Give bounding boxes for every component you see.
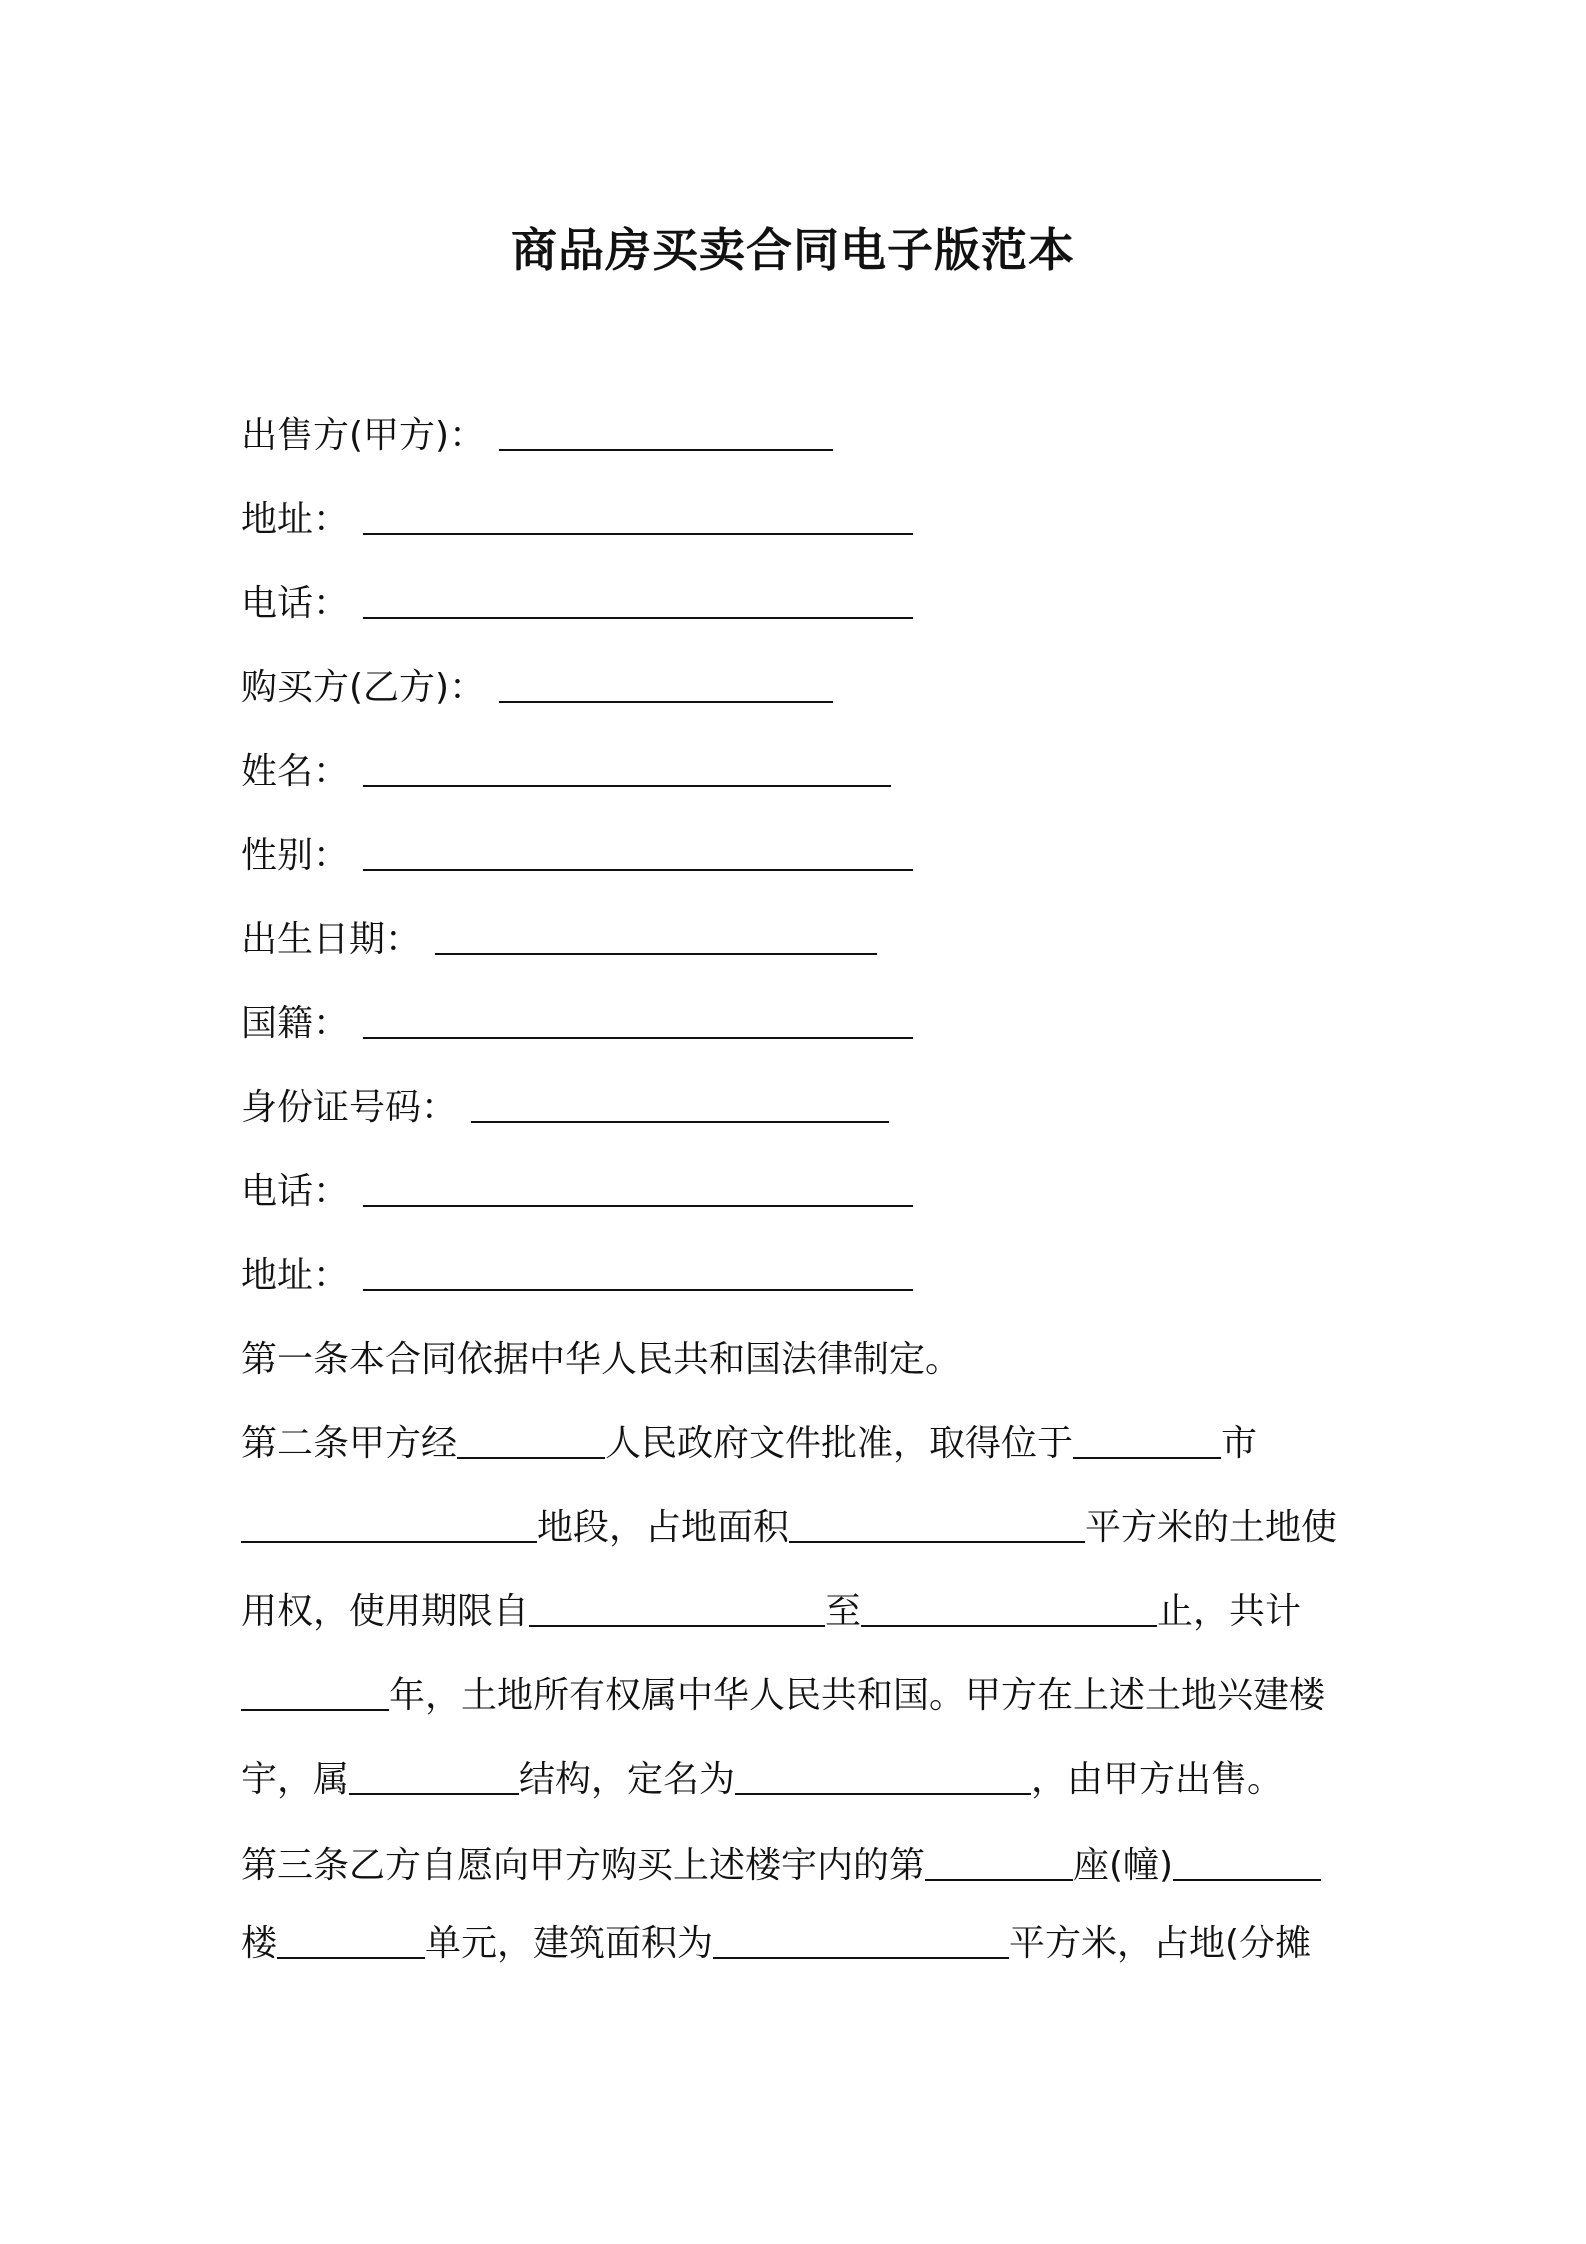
approving-government-blank[interactable] [457, 1457, 605, 1459]
buyer-label: 购买方(乙方)： [241, 667, 486, 708]
article-3-text: 单元，建筑面积为 [425, 1923, 714, 1964]
seller-phone-blank[interactable] [363, 617, 913, 619]
article-2-line-4 [241, 1674, 1325, 1718]
article-2-line-5 [241, 1758, 1283, 1802]
article-2-text: ，由甲方出售。 [1031, 1759, 1284, 1800]
land-lot-blank[interactable] [241, 1541, 537, 1543]
building-name-blank[interactable] [735, 1793, 1031, 1795]
buyer-gender-label: 性别： [241, 835, 350, 876]
buyer-phone-label: 电话： [241, 1171, 350, 1212]
article-3-line-2 [241, 1922, 1311, 1966]
article-2-text: 市 [1221, 1423, 1258, 1464]
buyer-gender-blank[interactable] [363, 869, 913, 871]
article-3-text: 楼 [241, 1923, 278, 1964]
article-2-text: 平方米的土地使 [1085, 1507, 1338, 1548]
buyer-name-label: 姓名： [241, 751, 350, 792]
buyer-nationality-label: 国籍： [241, 1003, 350, 1044]
article-2-line-1 [241, 1422, 1257, 1466]
unit-blank[interactable] [277, 1957, 425, 1959]
seller-phone-label: 电话： [241, 583, 350, 624]
article-3-text: 座(幢) [1073, 1845, 1174, 1886]
buyer-gender-field [241, 834, 913, 878]
buyer-phone-blank[interactable] [363, 1205, 913, 1207]
seller-address-field [241, 498, 913, 542]
seller-address-blank[interactable] [363, 533, 913, 535]
article-1 [241, 1338, 961, 1382]
structure-type-blank[interactable] [349, 1793, 519, 1795]
buyer-field [241, 666, 833, 710]
buyer-nationality-field [241, 1002, 913, 1046]
buyer-id-number-label: 身份证号码： [241, 1087, 458, 1128]
buyer-phone-field [241, 1170, 913, 1214]
buyer-name-field [241, 750, 891, 794]
article-3-line-1 [241, 1844, 1321, 1888]
seller-blank[interactable] [499, 449, 833, 451]
article-2-line-2 [241, 1506, 1337, 1550]
building-block-blank[interactable] [925, 1879, 1073, 1881]
article-2-text: 年，土地所有权属中华人民共和国。甲方在上述土地兴建楼 [389, 1675, 1326, 1716]
land-area-blank[interactable] [789, 1541, 1085, 1543]
article-2-text: 止，共计 [1157, 1591, 1302, 1632]
article-3-text: 第三条乙方自愿向甲方购买上述楼宇内的第 [241, 1845, 926, 1886]
buyer-id-number-field [241, 1086, 889, 1130]
article-2-text: 结构，定名为 [519, 1759, 736, 1800]
buyer-address-label: 地址： [241, 1255, 350, 1296]
seller-field [241, 414, 833, 458]
building-area-blank[interactable] [713, 1957, 1009, 1959]
use-period-start-blank[interactable] [529, 1625, 825, 1627]
buyer-blank[interactable] [499, 701, 833, 703]
article-2-line-3 [241, 1590, 1301, 1634]
article-2-text: 地段，占地面积 [537, 1507, 790, 1548]
article-2-text: 至 [825, 1591, 862, 1632]
seller-label: 出售方(甲方)： [241, 415, 486, 456]
article-3-text: 平方米，占地(分摊 [1009, 1923, 1312, 1964]
buyer-address-blank[interactable] [363, 1289, 913, 1291]
buyer-nationality-blank[interactable] [363, 1037, 913, 1039]
use-period-end-blank[interactable] [861, 1625, 1157, 1627]
buyer-birthdate-blank[interactable] [435, 953, 877, 955]
city-blank[interactable] [1073, 1457, 1221, 1459]
total-years-blank[interactable] [241, 1709, 389, 1711]
buyer-name-blank[interactable] [363, 785, 891, 787]
seller-address-label: 地址： [241, 499, 350, 540]
document-title: 商品房买卖合同电子版范本 [511, 223, 1075, 277]
article-1-text: 第一条本合同依据中华人民共和国法律制定。 [241, 1339, 962, 1380]
buyer-birthdate-field [241, 918, 877, 962]
article-2-text: 用权，使用期限自 [241, 1591, 530, 1632]
article-2-text: 宇，属 [241, 1759, 350, 1800]
seller-phone-field [241, 582, 913, 626]
buyer-birthdate-label: 出生日期： [241, 919, 422, 960]
buyer-id-number-blank[interactable] [471, 1121, 889, 1123]
article-2-text: 人民政府文件批准，取得位于 [605, 1423, 1074, 1464]
floor-blank[interactable] [1173, 1879, 1321, 1881]
buyer-address-field [241, 1254, 913, 1298]
article-2-text: 第二条甲方经 [241, 1423, 458, 1464]
